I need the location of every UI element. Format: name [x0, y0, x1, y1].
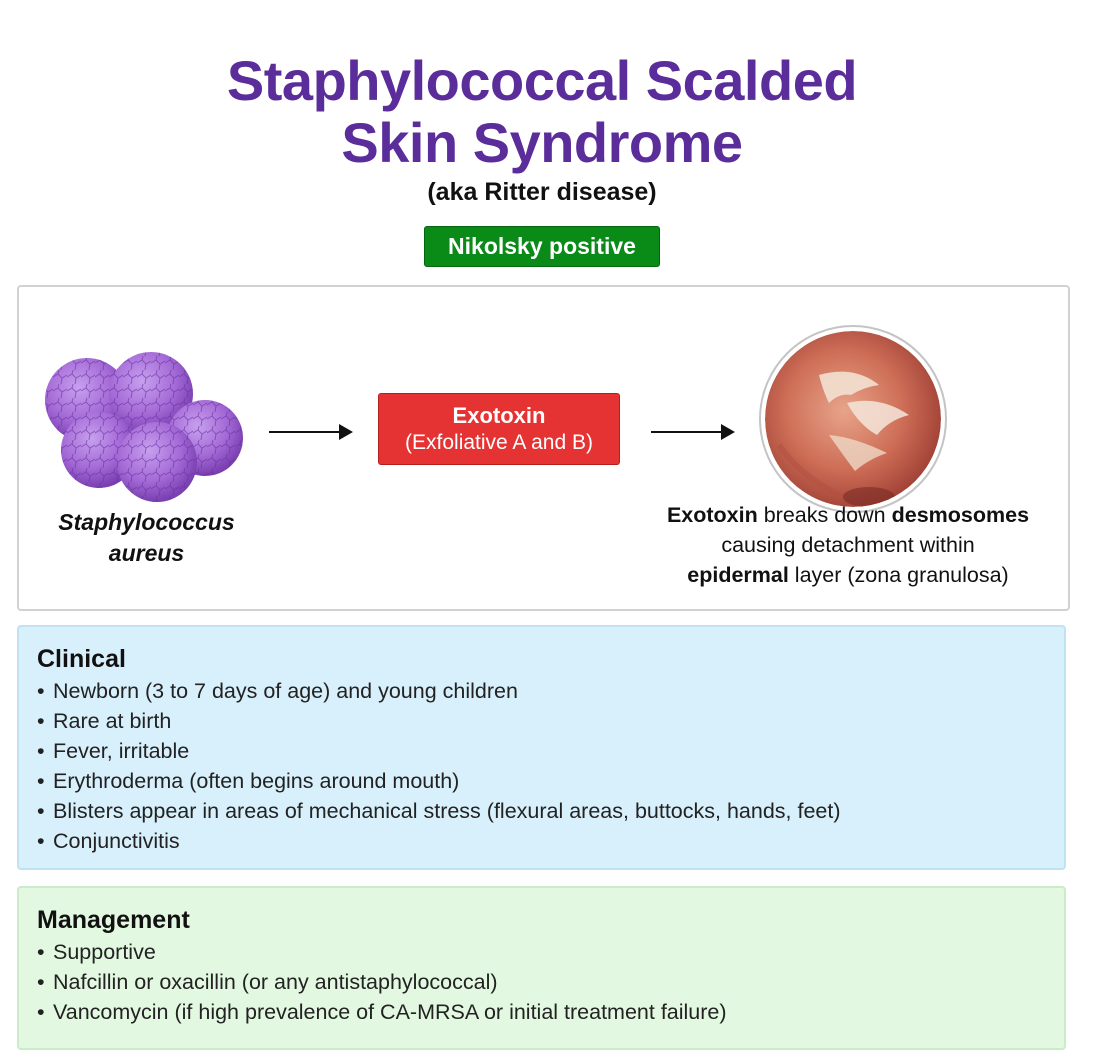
bullet-icon: • [37, 1000, 45, 1024]
bullet-icon: • [37, 940, 45, 964]
title-line-1: Staphylococcal Scalded [226, 49, 858, 112]
bullet-icon: • [37, 769, 45, 793]
list-item [37, 736, 1064, 766]
clinical-heading: Clinical [37, 645, 126, 673]
caption-line-3 [644, 560, 1052, 590]
bullet-icon: • [37, 799, 45, 823]
bullet-icon: • [37, 739, 45, 763]
organism-label-line-2: aureus [108, 540, 185, 566]
title-line-2: Skin Syndrome [341, 111, 743, 174]
exotoxin-title: Exotoxin [452, 403, 546, 428]
coccus-5 [117, 422, 197, 502]
list-item [37, 676, 1064, 706]
organism-label-line-1: Staphylococcus [58, 509, 235, 535]
caption-term-exotoxin: Exotoxin [666, 503, 758, 527]
caption-term-epidermal: epidermal [687, 563, 789, 587]
list-item-text: Supportive [53, 940, 156, 964]
exotoxin-subtitle: (Exfoliative A and B) [405, 431, 593, 454]
mechanism-caption [644, 500, 1052, 590]
arrow-to-skin [651, 422, 735, 442]
bacteria-cluster-icon [39, 342, 249, 502]
list-item [37, 766, 1064, 796]
list-item-text: Blisters appear in areas of mechanical stress (flexural areas, buttocks, hands, feet) [53, 799, 841, 823]
list-item-text: Rare at birth [53, 709, 172, 733]
list-item-text: Fever, irritable [53, 739, 190, 763]
list-item-text: Conjunctivitis [53, 829, 180, 853]
bullet-icon: • [37, 970, 45, 994]
list-item [37, 997, 1064, 1027]
arrow-to-exotoxin [269, 422, 353, 442]
caption-term-desmosomes: desmosomes [891, 503, 1030, 527]
clinical-section [17, 625, 1066, 870]
list-item-text: Newborn (3 to 7 days of age) and young children [53, 679, 518, 703]
caption-text-3: layer (zona granulosa) [788, 563, 1009, 587]
list-item [37, 706, 1064, 736]
list-item-text: Vancomycin (if high prevalence of CA-MRSA or initial treatment failure) [53, 1000, 727, 1024]
bullet-icon: • [37, 709, 45, 733]
list-item [37, 796, 1064, 826]
bullet-icon: • [37, 679, 45, 703]
list-item [37, 826, 1064, 856]
list-item-text: Nafcillin or oxacillin (or any antistaphylococcal) [53, 970, 498, 994]
caption-line-1 [644, 500, 1052, 530]
exotoxin-box [378, 393, 620, 465]
management-heading: Management [37, 906, 190, 934]
management-list [37, 937, 1064, 1027]
page-title [0, 50, 1084, 174]
list-item [37, 967, 1064, 997]
skin-peeling-photo [759, 325, 947, 513]
bullet-icon: • [37, 829, 45, 853]
organism-label [39, 507, 254, 569]
caption-text-1: breaks down [757, 503, 892, 527]
caption-line-2: causing detachment within [721, 533, 975, 557]
list-item [37, 937, 1064, 967]
management-section [17, 886, 1066, 1050]
pathogenesis-panel [17, 285, 1070, 611]
subtitle: (aka Ritter disease) [427, 178, 657, 206]
nikolsky-badge: Nikolsky positive [424, 226, 660, 267]
clinical-list [37, 676, 1064, 856]
list-item-text: Erythroderma (often begins around mouth) [53, 769, 460, 793]
